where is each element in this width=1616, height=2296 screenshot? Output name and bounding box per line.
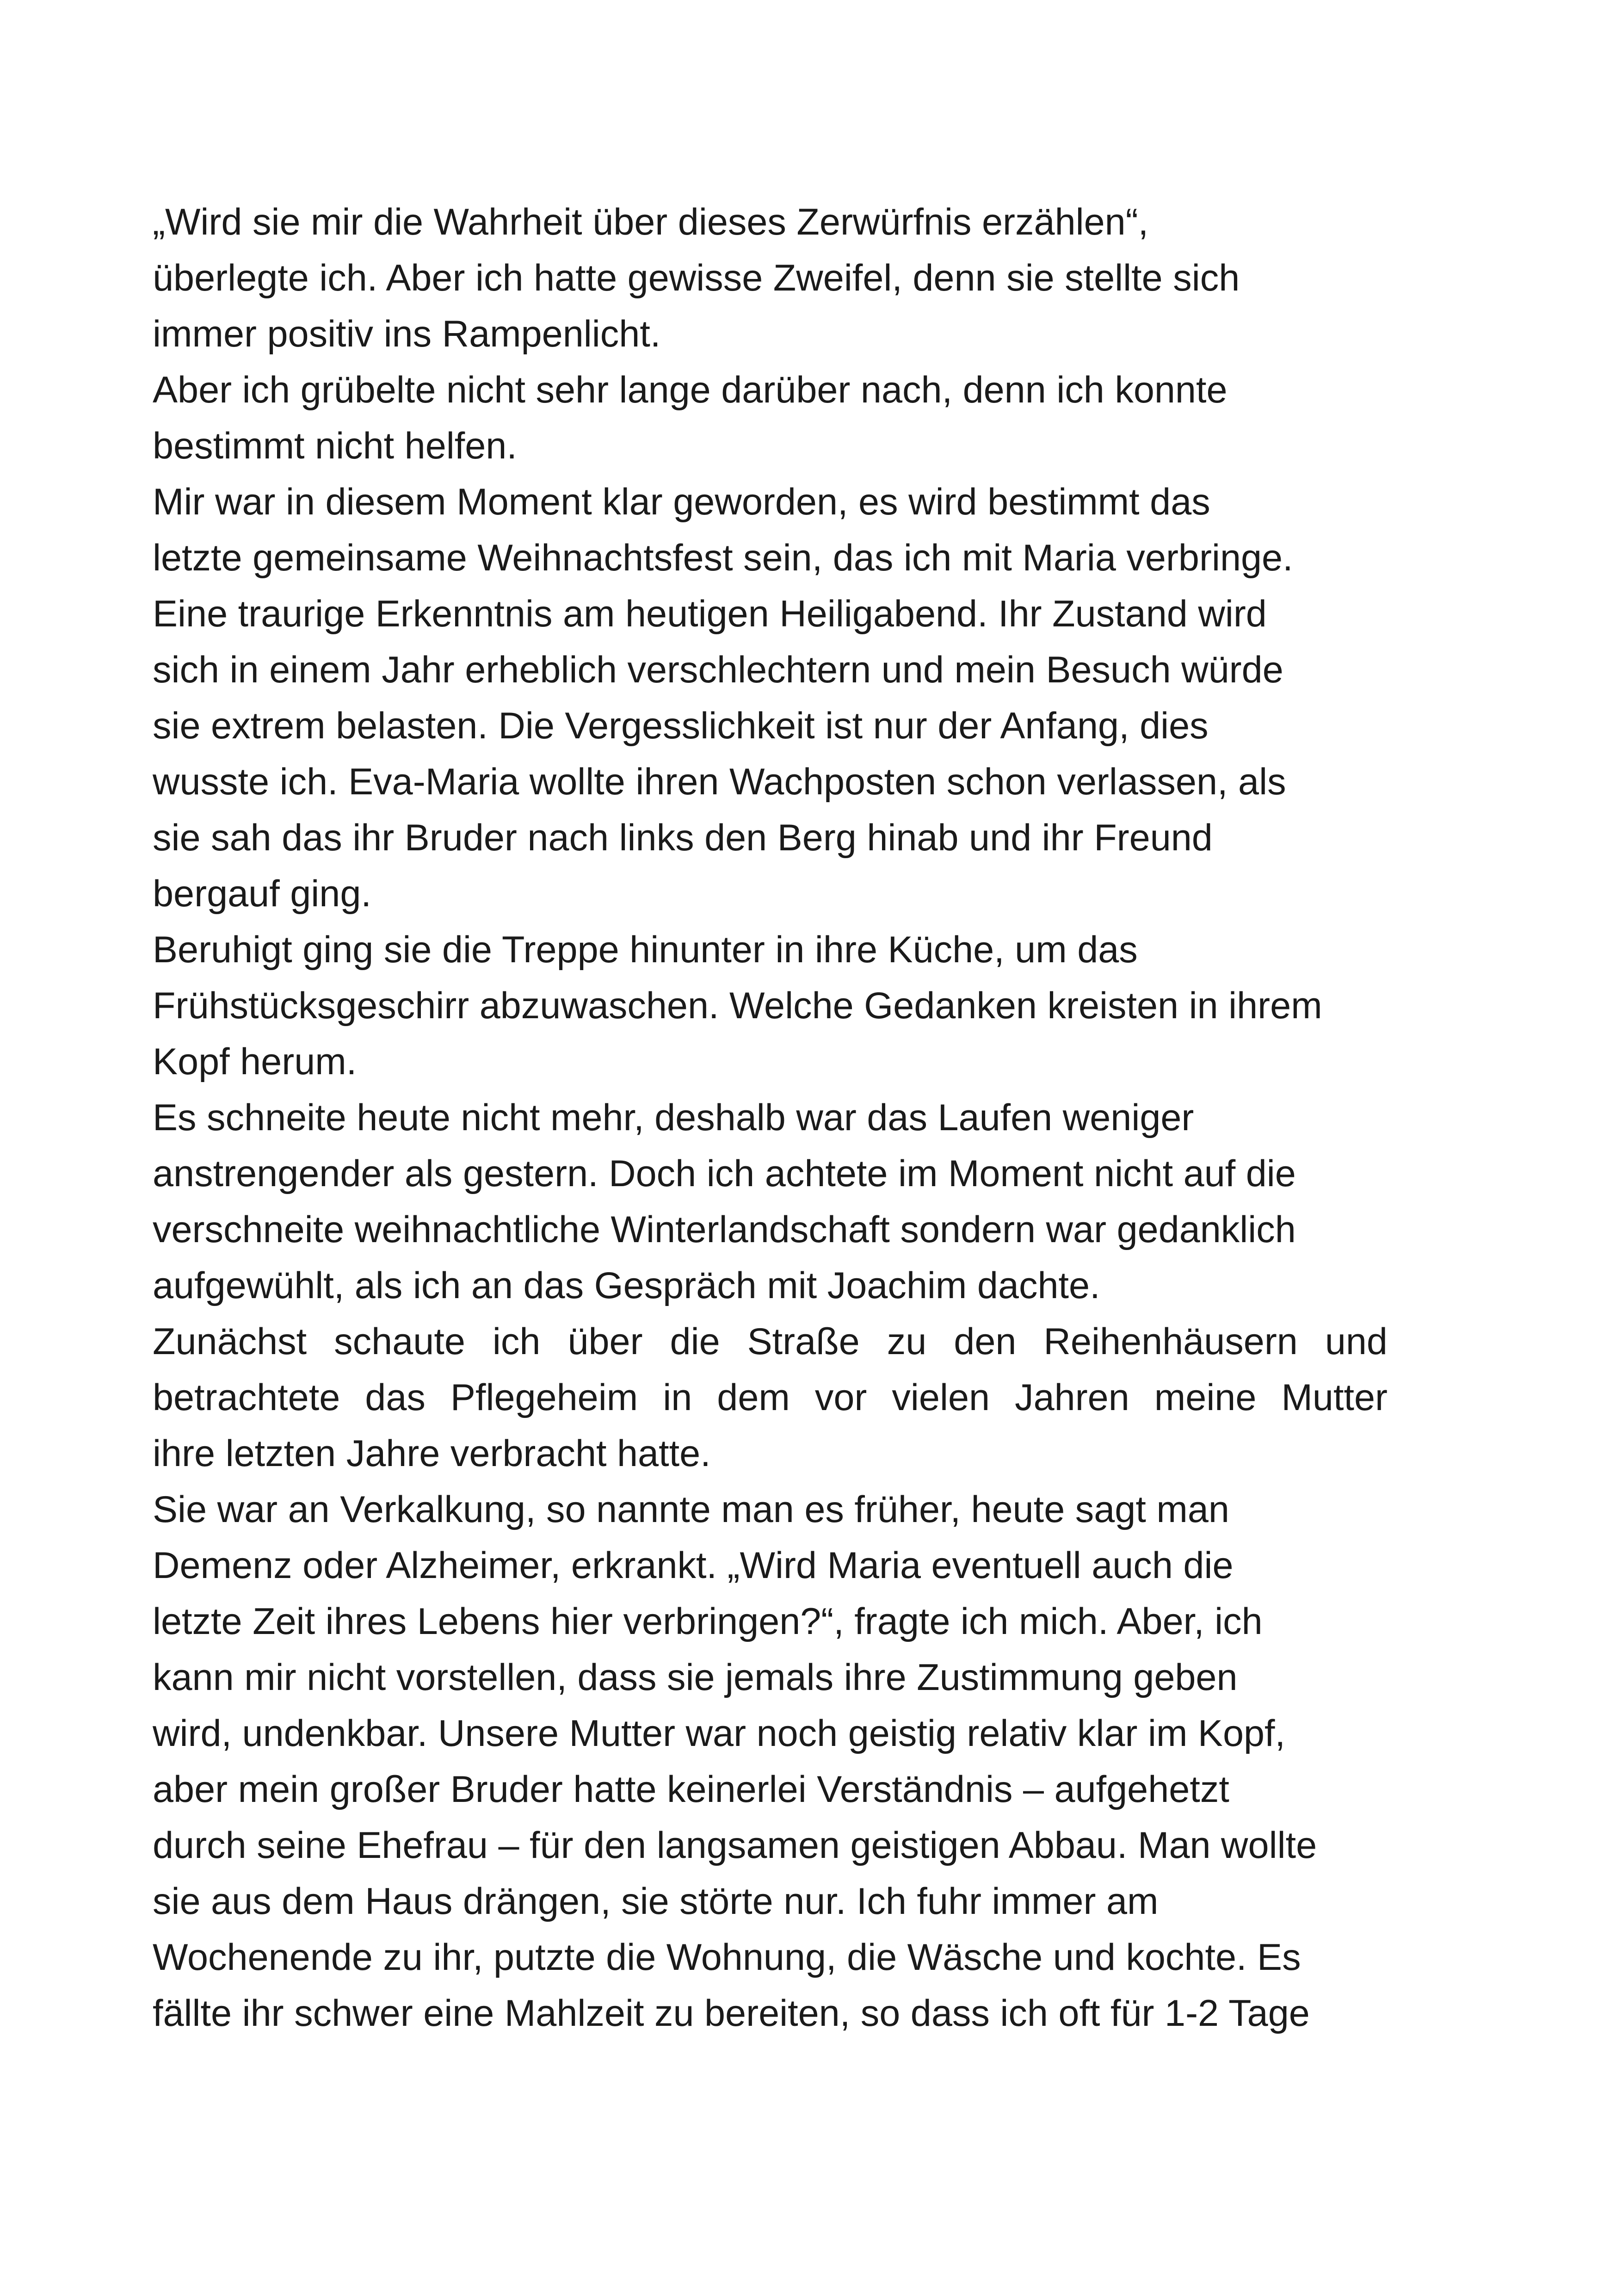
text-line-25: Demenz oder Alzheimer, erkrankt. „Wird Maria eventuell auch die xyxy=(153,1545,1234,1586)
text-line-20: aufgewühlt, als ich an das Gespräch mit Joachim dachte. xyxy=(153,1265,1100,1306)
text-line-33: fällte ihr schwer eine Mahlzeit zu bereiten, so dass ich oft für 1-2 Tage xyxy=(153,1993,1310,2034)
text-line-28: wird, undenkbar. Unsere Mutter war noch geistig relativ klar im Kopf, xyxy=(153,1713,1286,1754)
text-line-7: letzte gemeinsame Weihnachtsfest sein, das ich mit Maria verbringe. xyxy=(153,537,1293,579)
text-line-31: sie aus dem Haus drängen, sie störte nur. Ich fuhr immer am xyxy=(153,1881,1159,1922)
text-line-1: „Wird sie mir die Wahrheit über dieses Zerwürfnis erzählen“, xyxy=(153,201,1149,243)
text-line-13: bergauf ging. xyxy=(153,873,371,915)
text-line-22: betrachtete das Pflegeheim in dem vor vielen Jahren meine Mutter xyxy=(153,1377,1388,1418)
text-line-19: verschneite weihnachtliche Winterlandschaft sondern war gedanklich xyxy=(153,1209,1296,1250)
text-line-15: Frühstücksgeschirr abzuwaschen. Welche Gedanken kreisten in ihrem xyxy=(153,985,1322,1027)
text-line-16: Kopf herum. xyxy=(153,1041,357,1083)
text-line-26: letzte Zeit ihres Lebens hier verbringen?“, fragte ich mich. Aber, ich xyxy=(153,1601,1263,1642)
text-line-23: ihre letzten Jahre verbracht hatte. xyxy=(153,1433,711,1474)
text-line-6: Mir war in diesem Moment klar geworden, es wird bestimmt das xyxy=(153,481,1210,523)
text-line-10: sie extrem belasten. Die Vergesslichkeit ist nur der Anfang, dies xyxy=(153,705,1209,747)
text-line-2: überlegte ich. Aber ich hatte gewisse Zweifel, denn sie stellte sich xyxy=(153,257,1240,299)
text-line-14: Beruhigt ging sie die Treppe hinunter in ihre Küche, um das xyxy=(153,929,1138,971)
text-line-3: immer positiv ins Rampenlicht. xyxy=(153,313,661,355)
text-line-21: Zunächst schaute ich über die Straße zu den Reihenhäusern und xyxy=(153,1321,1388,1362)
text-line-11: wusste ich. Eva-Maria wollte ihren Wachposten schon verlassen, als xyxy=(153,761,1286,803)
text-line-29: aber mein großer Bruder hatte keinerlei Verständnis – aufgehetzt xyxy=(153,1769,1229,1810)
text-line-5: bestimmt nicht helfen. xyxy=(153,425,517,467)
text-line-8: Eine traurige Erkenntnis am heutigen Heiligabend. Ihr Zustand wird xyxy=(153,593,1267,635)
text-line-4: Aber ich grübelte nicht sehr lange darüber nach, denn ich konnte xyxy=(153,369,1227,411)
text-line-12: sie sah das ihr Bruder nach links den Berg hinab und ihr Freund xyxy=(153,817,1213,859)
text-line-32: Wochenende zu ihr, putzte die Wohnung, die Wäsche und kochte. Es xyxy=(153,1937,1301,1978)
text-line-24: Sie war an Verkalkung, so nannte man es früher, heute sagt man xyxy=(153,1489,1229,1530)
text-line-9: sich in einem Jahr erheblich verschlechtern und mein Besuch würde xyxy=(153,649,1283,691)
text-line-30: durch seine Ehefrau – für den langsamen geistigen Abbau. Man wollte xyxy=(153,1825,1317,1866)
text-line-27: kann mir nicht vorstellen, dass sie jemals ihre Zustimmung geben xyxy=(153,1657,1238,1698)
text-line-18: anstrengender als gestern. Doch ich achtete im Moment nicht auf die xyxy=(153,1153,1296,1194)
text-line-17: Es schneite heute nicht mehr, deshalb war das Laufen weniger xyxy=(153,1097,1194,1139)
body-text xyxy=(153,194,1448,2042)
